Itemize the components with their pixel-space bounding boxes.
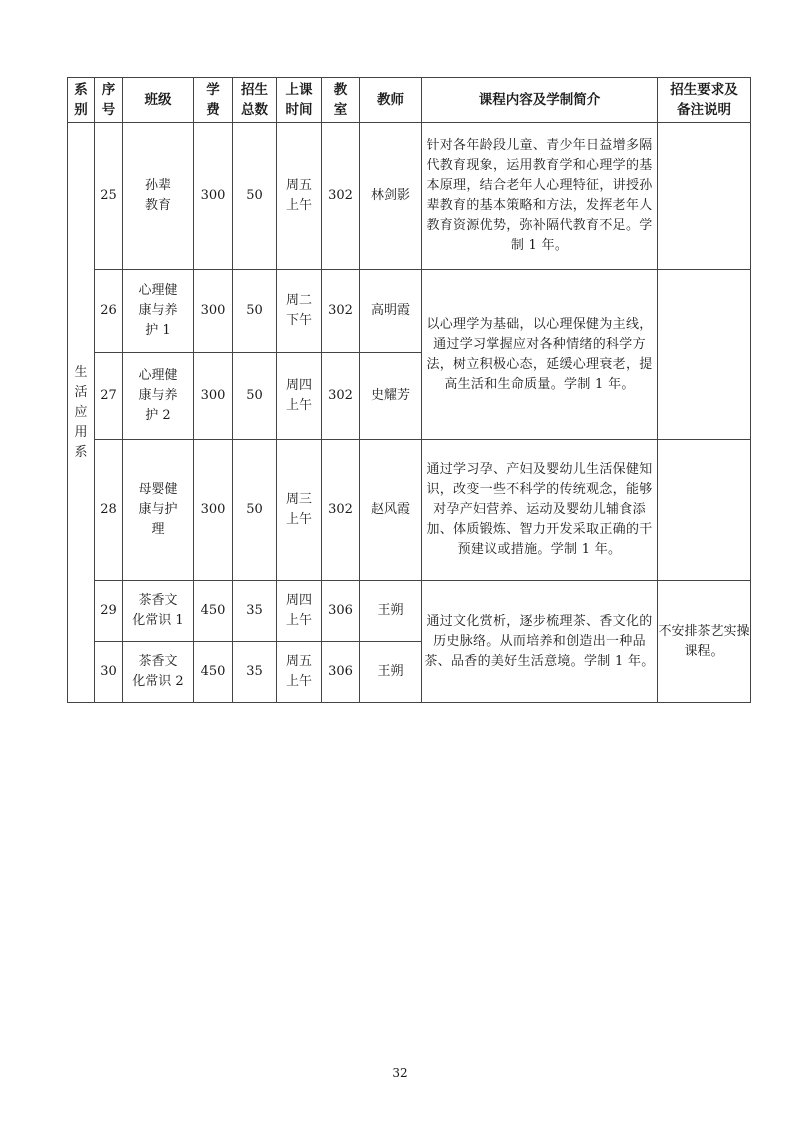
header-quota: 招生 总数 xyxy=(233,78,277,123)
row-no: 28 xyxy=(95,440,123,581)
row-fee: 450 xyxy=(194,642,233,703)
row-fee: 300 xyxy=(194,123,233,270)
page-number: 32 xyxy=(392,1066,408,1080)
header-no: 序 号 xyxy=(95,78,123,123)
table-row xyxy=(68,270,751,353)
course-table xyxy=(67,77,751,703)
row-room: 302 xyxy=(322,440,360,581)
header-time: 上课 时间 xyxy=(277,78,322,123)
row-fee: 300 xyxy=(194,270,233,353)
row-teacher: 赵风霞 xyxy=(360,440,422,581)
header-dept: 系 别 xyxy=(68,78,95,123)
row-time: 周五 上午 xyxy=(277,123,322,270)
header-teacher: 教师 xyxy=(360,78,422,123)
row-quota: 50 xyxy=(233,353,277,440)
row-room: 306 xyxy=(322,581,360,642)
row-room: 302 xyxy=(322,270,360,353)
row-description: 通过文化赏析，逐步梳理茶、香文化的历史脉络。从而培养和创造出一种品茶、品香的美好生活意境。学制 1 年。 xyxy=(422,581,658,703)
row-class: 茶香文 化常识 1 xyxy=(123,581,194,642)
row-no: 27 xyxy=(95,353,123,440)
row-time: 周二 下午 xyxy=(277,270,322,353)
row-fee: 450 xyxy=(194,581,233,642)
header-class: 班级 xyxy=(123,78,194,123)
table-row xyxy=(68,123,751,270)
row-note xyxy=(658,440,751,581)
row-class: 心理健 康与养 护 2 xyxy=(123,353,194,440)
row-note xyxy=(658,270,751,440)
row-teacher: 高明霞 xyxy=(360,270,422,353)
header-note: 招生要求及 备注说明 xyxy=(658,78,751,123)
header-desc: 课程内容及学制简介 xyxy=(422,78,658,123)
row-note xyxy=(658,123,751,270)
row-teacher: 王朔 xyxy=(360,642,422,703)
row-time: 周三 上午 xyxy=(277,440,322,581)
row-time: 周四 上午 xyxy=(277,581,322,642)
row-quota: 50 xyxy=(233,270,277,353)
row-time: 周五 上午 xyxy=(277,642,322,703)
row-teacher: 史耀芳 xyxy=(360,353,422,440)
row-fee: 300 xyxy=(194,353,233,440)
row-fee: 300 xyxy=(194,440,233,581)
row-room: 302 xyxy=(322,123,360,270)
header-row xyxy=(68,78,751,123)
row-class: 茶香文 化常识 2 xyxy=(123,642,194,703)
row-class: 孙辈 教育 xyxy=(123,123,194,270)
row-teacher: 林剑影 xyxy=(360,123,422,270)
row-room: 302 xyxy=(322,353,360,440)
row-class: 心理健 康与养 护 1 xyxy=(123,270,194,353)
row-description: 针对各年龄段儿童、青少年日益增多隔代教育现象，运用教育学和心理学的基本原理，结合老年人心理特征，讲授孙辈教育的基本策略和方法，发挥老年人教育资源优势，弥补隔代教育不足。学制 1 年。 xyxy=(422,123,658,270)
table-row xyxy=(68,440,751,581)
row-note: 不安排茶艺实操课程。 xyxy=(658,581,751,703)
row-no: 26 xyxy=(95,270,123,353)
row-teacher: 王朔 xyxy=(360,581,422,642)
row-room: 306 xyxy=(322,642,360,703)
row-description: 以心理学为基础，以心理保健为主线，通过学习掌握应对各种情绪的科学方法，树立积极心态，延缓心理衰老，提高生活和生命质量。学制 1 年。 xyxy=(422,270,658,440)
row-quota: 50 xyxy=(233,440,277,581)
table-row xyxy=(68,581,751,642)
row-class: 母婴健 康与护 理 xyxy=(123,440,194,581)
row-no: 25 xyxy=(95,123,123,270)
row-quota: 35 xyxy=(233,642,277,703)
row-no: 29 xyxy=(95,581,123,642)
header-room: 教 室 xyxy=(322,78,360,123)
department-cell: 生 活 应 用 系 xyxy=(68,123,95,703)
row-description: 通过学习孕、产妇及婴幼儿生活保健知识，改变一些不科学的传统观念，能够对孕产妇营养、运动及婴幼儿辅食添加、体质锻炼、智力开发采取正确的干预建议或措施。学制 1 年。 xyxy=(422,440,658,581)
header-fee: 学 费 xyxy=(194,78,233,123)
row-time: 周四 上午 xyxy=(277,353,322,440)
row-quota: 35 xyxy=(233,581,277,642)
row-no: 30 xyxy=(95,642,123,703)
row-quota: 50 xyxy=(233,123,277,270)
